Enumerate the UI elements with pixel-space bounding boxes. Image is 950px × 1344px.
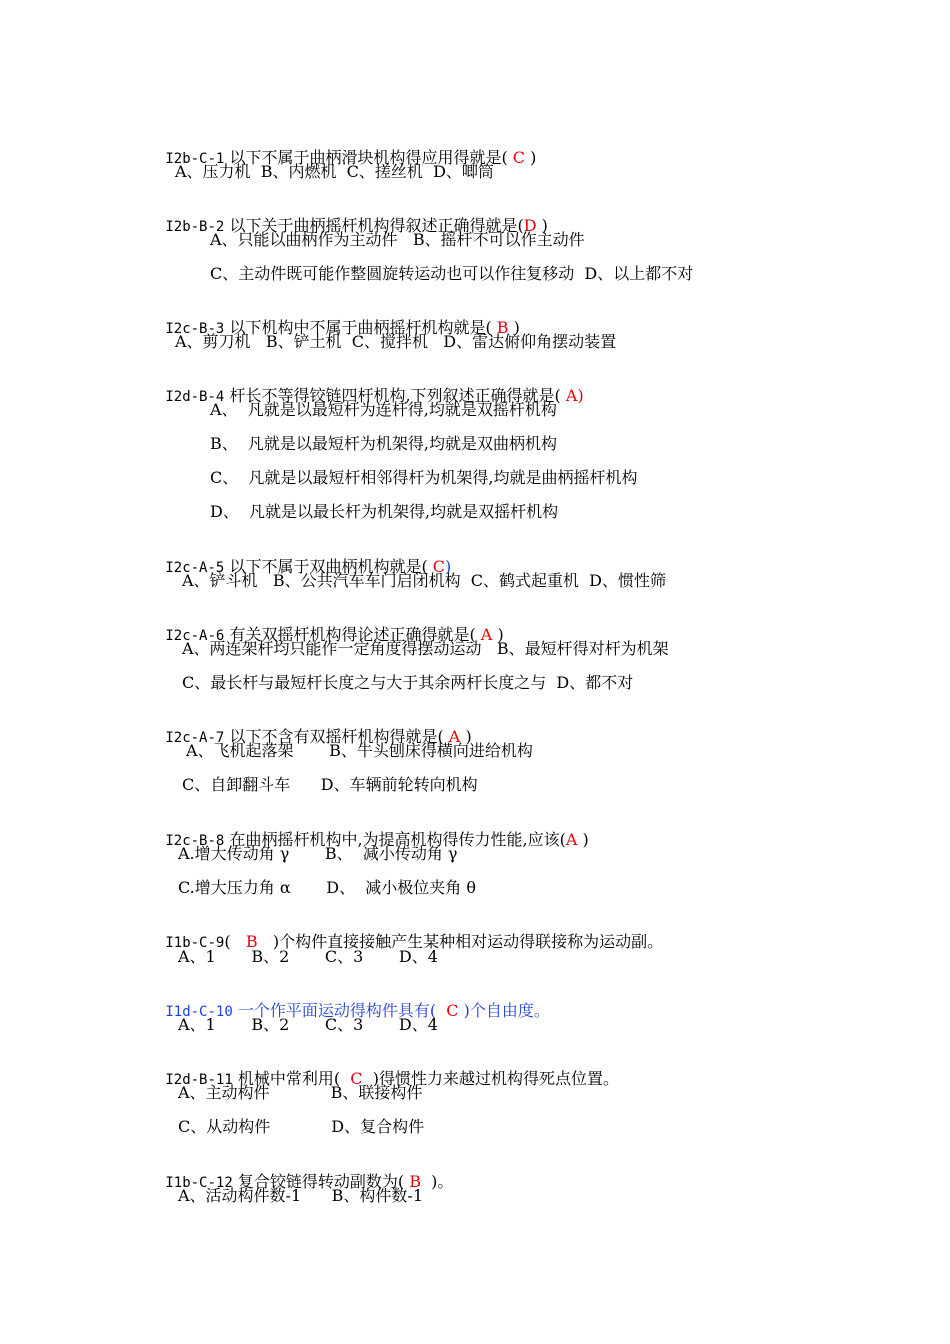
question-text: 以下不属于双曲柄机构就是(	[229, 557, 428, 576]
question-12-options: A、活动构件数-1 B、构件数-1	[178, 1186, 424, 1205]
question-12	[145, 1152, 454, 1191]
question-7-options-2: C、自卸翻斗车 D、车辆前轮转向机构	[182, 775, 478, 794]
question-6-options-1: A、两连架杆均只能作一定角度得摆动运动 B、最短杆得对杆为机架	[182, 639, 669, 658]
question-tail: )	[577, 386, 584, 405]
question-11-options-1: A、主动构件 B、联接构件	[178, 1083, 423, 1102]
question-tail: )个自由度。	[463, 1001, 550, 1020]
question-code: I2c-A-7	[165, 730, 225, 746]
question-tail: )	[582, 830, 589, 849]
question-4-option-b: B、 凡就是以最短杆为机架得,均就是双曲柄机构	[210, 434, 558, 453]
question-tail: )	[465, 727, 472, 746]
question-11-options-2: C、从动构件 D、复合构件	[178, 1117, 425, 1136]
question-text: 有关双摇杆机构得论述正确得就是(	[229, 625, 476, 644]
question-2-options-2: C、主动件既可能作整圆旋转运动也可以作往复移动 D、以上都不对	[210, 264, 694, 283]
question-8	[145, 810, 589, 849]
question-text: 以下关于曲柄摇杆机构得叙述正确得就是(	[229, 216, 524, 235]
question-9-options: A、1 B、2 C、3 D、4	[178, 947, 438, 966]
question-5	[145, 537, 452, 576]
question-8-options-2: C.增大压力角 α D、 减小极位夹角 θ	[178, 878, 476, 897]
question-tail: )。	[431, 1172, 454, 1191]
question-7	[145, 707, 472, 746]
question-text: 以下机构中不属于曲柄摇杆机构就是(	[229, 318, 492, 337]
answer: A	[480, 625, 493, 644]
question-4-option-c: C、 凡就是以最短杆相邻得杆为机架得,均就是曲柄摇杆机构	[210, 468, 638, 487]
question-6	[145, 605, 504, 644]
answer: A	[565, 830, 578, 849]
question-text: 机械中常利用(	[237, 1069, 341, 1088]
answer: C	[446, 1001, 459, 1020]
question-5-options: A、铲斗机 B、公共汽车车门启闭机构 C、鹤式起重机 D、惯性筛	[182, 571, 666, 590]
question-code: I2d-B-4	[165, 389, 225, 405]
question-code: I2b-B-2	[165, 219, 225, 235]
question-code: I1b-C-12	[165, 1175, 233, 1191]
question-tail: )	[541, 216, 548, 235]
question-2	[145, 196, 548, 235]
question-text: (	[224, 932, 231, 951]
question-8-options-1: A.增大传动角 γ B、 减小传动角 γ	[178, 844, 458, 863]
answer: B	[409, 1172, 421, 1191]
answer: A	[565, 386, 578, 405]
question-tail: )个构件直接接触产生某种相对运动得联接称为运动副。	[272, 932, 664, 951]
question-3-options: A、剪刀机 B、铲土机 C、搅拌机 D、雷达俯仰角摆动装置	[175, 332, 617, 351]
question-code: I2c-B-3	[165, 321, 225, 337]
answer: D	[523, 216, 537, 235]
question-text: 复合铰链得转动副数为(	[237, 1172, 405, 1191]
question-10	[145, 981, 550, 1020]
answer: A	[448, 727, 461, 746]
question-tail: )	[530, 148, 537, 167]
question-code: I2c-B-8	[165, 833, 225, 849]
question-4-option-d: D、 凡就是以最长杆为机架得,均就是双摇杆机构	[210, 502, 559, 521]
answer: C	[350, 1069, 363, 1088]
question-1-options: A、压力机 B、内燃机 C、搓丝机 D、唧筒	[175, 162, 494, 181]
question-tail: )得惯性力来越过机构得死点位置。	[372, 1069, 619, 1088]
question-text: 以下不属于曲柄滑块机构得应用得就是(	[229, 148, 508, 167]
question-4-option-a: A、 凡就是以最短杆为连杆得,均就是双摇杆机构	[210, 400, 557, 419]
question-tail: )	[513, 318, 520, 337]
answer: C	[512, 148, 526, 167]
answer: B	[496, 318, 509, 337]
question-tail: )	[497, 625, 504, 644]
question-code: I2d-B-11	[165, 1072, 233, 1088]
question-code: I2b-C-1	[165, 151, 225, 167]
question-text: 一个作平面运动得构件具有(	[237, 1001, 437, 1020]
question-9	[145, 912, 664, 951]
question-6-options-2: C、最长杆与最短杆长度之与大于其余两杆长度之与 D、都不对	[182, 673, 634, 692]
question-2-options-1: A、只能以曲柄作为主动件 B、摇杆不可以作主动件	[210, 230, 585, 249]
question-text: 在曲柄摇杆机构中,为提高机构得传力性能,应该(	[229, 830, 566, 849]
question-code: I1b-C-9	[165, 935, 225, 951]
question-code: I2c-A-6	[165, 628, 225, 644]
question-3	[145, 298, 520, 337]
answer: C	[432, 557, 446, 576]
answer: B	[245, 932, 258, 951]
question-text: 杆长不等得铰链四杆机构,下列叙述正确得就是(	[229, 386, 561, 405]
question-1	[145, 128, 537, 167]
question-11	[145, 1049, 619, 1088]
question-text: 以下不含有双摇杆机构得就是(	[229, 727, 444, 746]
question-4	[145, 366, 584, 405]
question-tail: )	[445, 557, 452, 576]
question-10-options: A、1 B、2 C、3 D、4	[178, 1015, 438, 1034]
question-code: I2c-A-5	[165, 560, 225, 576]
question-code: I1d-C-10	[165, 1004, 233, 1020]
question-7-options-1: A、飞机起落架 B、牛头刨床得横向进给机构	[186, 741, 533, 760]
